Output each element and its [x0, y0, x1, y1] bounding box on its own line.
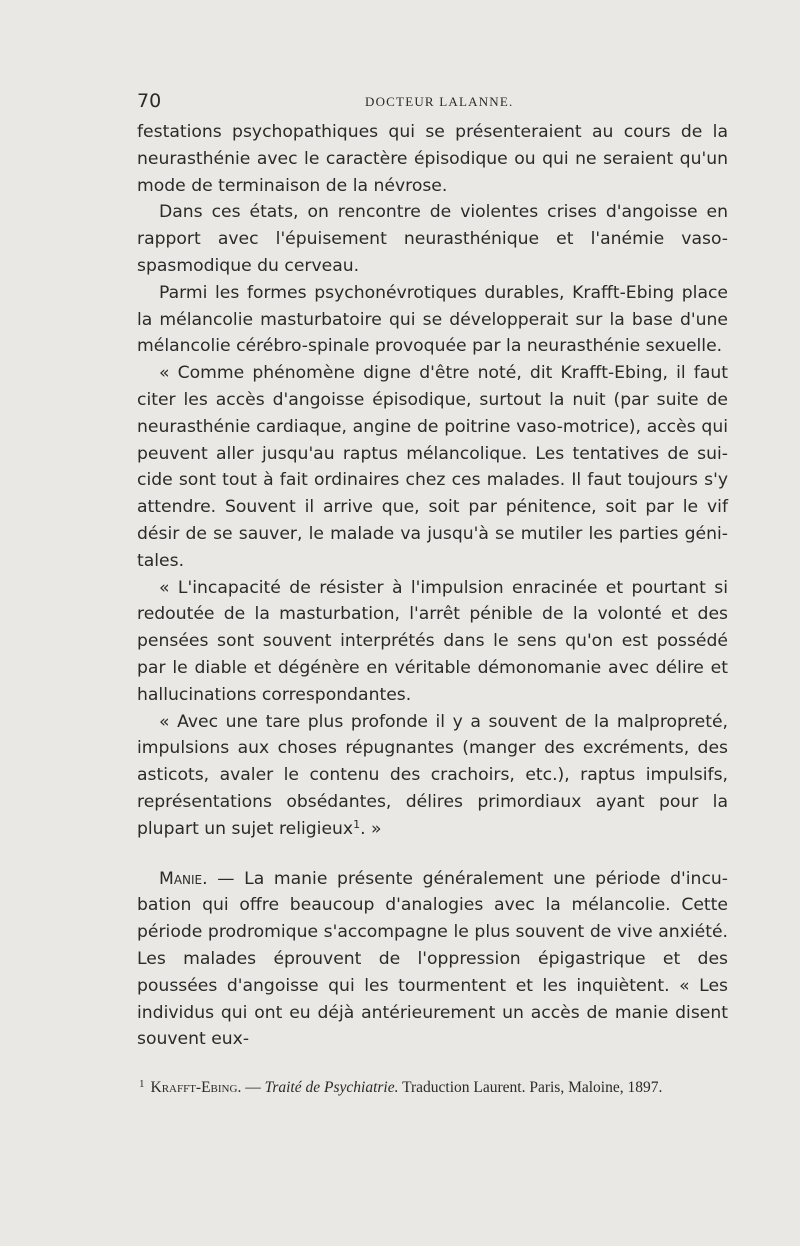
- paragraph-text: « Avec une tare plus profonde il y a souvent de la malpropreté, impulsions aux choses répugnantes (manger des excréments, des asticots, avaler le contenu des crachoirs, etc.), raptus impulsifs, représentations obsédantes, délires primordiaux ayant pour la plupart un sujet religieux: [137, 711, 728, 839]
- paragraph: festations psychopathiques qui se présenteraient au cours de la neurasthénie avec le caractère épisodique ou qui ne seraient qu'un mode de terminaison de la névrose.: [137, 122, 728, 196]
- paragraph-tail: . »: [360, 818, 382, 839]
- footnote-rest: Traduction Laurent. Paris, Maloine, 1897.: [398, 1079, 663, 1096]
- paragraph: [137, 709, 728, 843]
- body-text: [137, 119, 728, 1053]
- paragraph: « Comme phénomène digne d'être noté, dit Krafft-Ebing, il faut citer les accès d'angoisse épisodique, surtout la nuit (par suite de neurasthénie cardiaque, angine de poitrine vaso-motrice), accès qui peuvent aller jusqu'au raptus mélancolique. Les tentatives de suicide sont tout à fait ordinaires chez ces malades. Il faut toujours s'y attendre. Souvent il arrive que, soit par pénitence, soit par le vif désir de se sauver, le malade va jusqu'à se mutiler les parties génitales.: [137, 363, 728, 571]
- paragraph: « L'incapacité de résister à l'impulsion enracinée et pourtant si redoutée de la masturbation, l'arrêt pénible de la volonté et des pensées sont souvent interprétés dans le sens qu'on est possédé par le diable et dégénère en véritable démonomanie avec délire et hallucinations correspondantes.: [137, 577, 728, 705]
- running-head: DOCTEUR LALANNE.: [365, 94, 514, 109]
- footnote-number: 1: [139, 1078, 145, 1090]
- paragraph: Parmi les formes psychonévrotiques durables, Krafft-Ebing place la mélancolie masturbatoire qui se développerait sur la base d'une mélancolie cérébro-spinale provoquée par la neurasthénie sexuelle.: [137, 282, 728, 357]
- paragraph: Dans ces états, on rencontre de violentes crises d'angoisse en rapport avec l'épuisement neurasthénique et l'anémie vaso-spasmodique du cerveau.: [137, 202, 728, 276]
- section-text: — La manie présente généralement une période d'incubation qui offre beaucoup d'analogies avec la mélancolie. Cette période prodromique s'accompagne le plus souvent de vive anxiété. Les malades éprouvent de l'oppression épigastrique et des poussées d'angoisse qui les tourmentent et les inquiètent. « Les individus qui ont eu déjà antérieurement un accès de manie disent souvent eux-: [137, 868, 728, 1050]
- section-paragraph: [137, 866, 728, 1054]
- footnote-reference[interactable]: 1: [353, 817, 361, 831]
- footnote-title: Traité de Psychiatrie.: [264, 1079, 399, 1096]
- footnote: [137, 1074, 728, 1098]
- footnote-dash: —: [241, 1079, 265, 1096]
- page-number: 70: [137, 90, 162, 112]
- page-header: [137, 90, 727, 120]
- section-heading: Manie.: [159, 868, 208, 889]
- footnote-author: Krafft-Ebing.: [150, 1079, 242, 1096]
